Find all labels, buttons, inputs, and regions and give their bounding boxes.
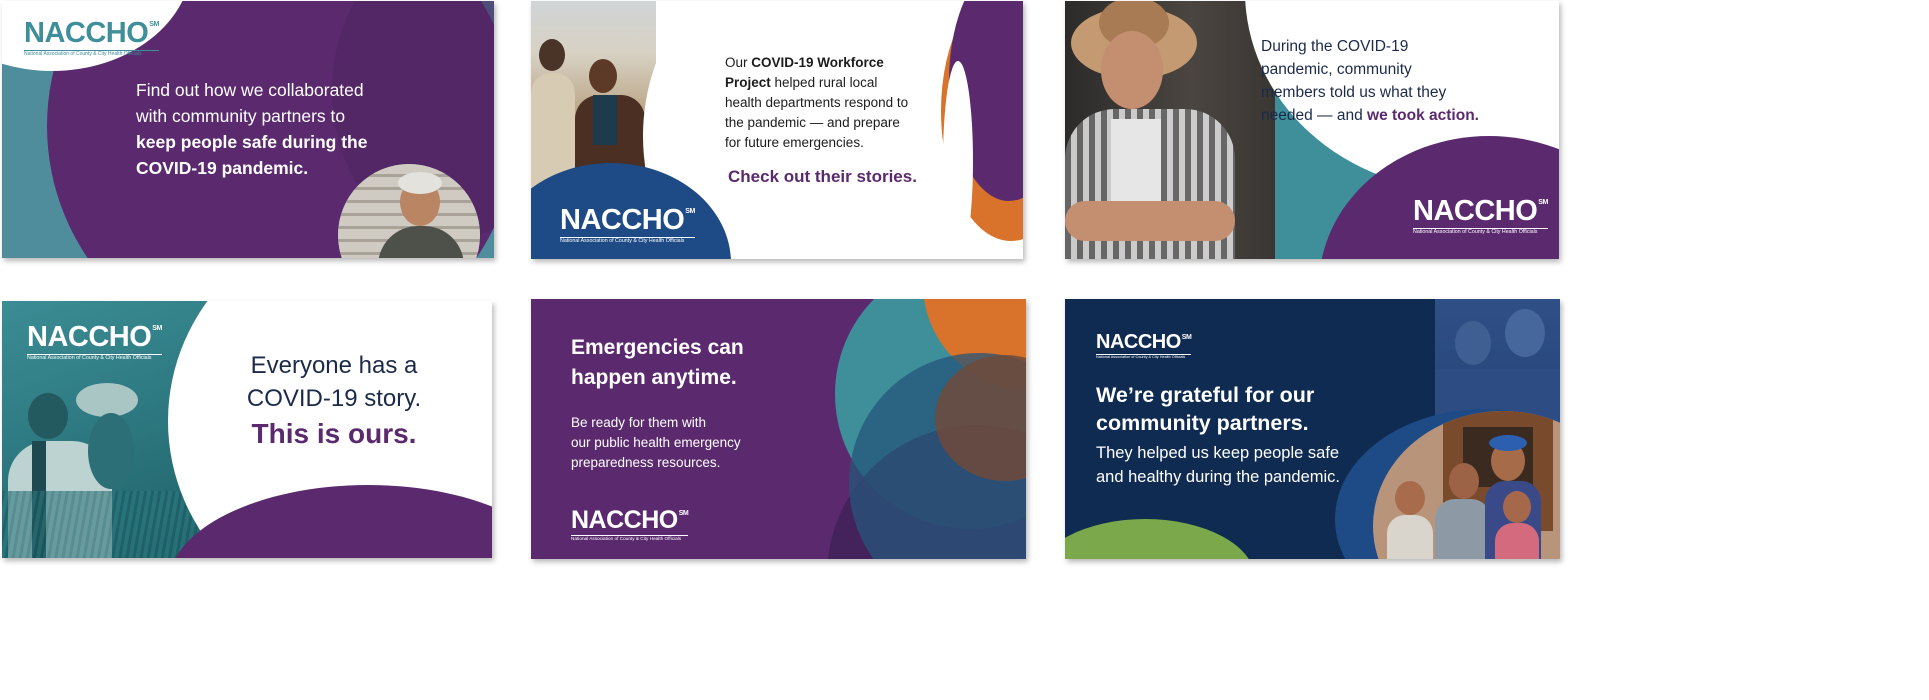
boy-body xyxy=(1387,515,1433,559)
crowd-head-2 xyxy=(1505,309,1545,357)
card-story xyxy=(2,301,492,558)
headline: Find out how we collaborated with community partners to keep people safe during the COVID-19 pandemic. xyxy=(136,80,368,178)
woman-body xyxy=(1435,499,1491,559)
woman-head xyxy=(1449,463,1479,499)
woman-head xyxy=(589,59,617,93)
crossed-arms xyxy=(1065,201,1235,241)
woman-scarf xyxy=(593,95,617,145)
card-collaborated xyxy=(2,1,494,258)
woman-photo xyxy=(338,164,480,258)
card-emergencies xyxy=(531,299,1026,559)
headline: Emergencies can happen anytime. xyxy=(571,336,744,389)
girl-body xyxy=(1495,523,1539,559)
naccho-logo: NACCHO℠ National Association of County & City Health Officials xyxy=(560,204,695,244)
girl-head xyxy=(1503,491,1531,523)
headscarf xyxy=(398,172,442,194)
green-corner xyxy=(1065,519,1255,559)
naccho-logo: NACCHO℠ National Association of County & City Health Officials xyxy=(1413,195,1548,235)
white-right-cut xyxy=(943,61,973,259)
crowd-head-1 xyxy=(1455,321,1491,365)
card-took-action xyxy=(1065,1,1559,259)
white-tshirt xyxy=(1111,119,1161,209)
body-copy: Be ready for them with our public health emergency preparedness resources. xyxy=(571,415,741,470)
card-workforce xyxy=(531,1,1023,259)
grandpa-head xyxy=(28,393,68,439)
headline: We’re grateful for our community partners. xyxy=(1096,383,1315,435)
body-copy: During the COVID-19 pandemic, community members told us what they needed — and we took action. xyxy=(1261,38,1479,124)
boy-head xyxy=(1395,481,1425,515)
naccho-logo: NACCHO℠ National Association of County & City Health Officials xyxy=(1096,331,1192,359)
headline: Everyone has a COVID-19 story. This is ours. xyxy=(246,352,422,449)
naccho-logo: NACCHO℠ National Association of County & City Health Officials xyxy=(571,506,689,541)
body-copy: They helped us keep people safe and healthy during the pandemic. xyxy=(1096,444,1341,486)
farmer-photo xyxy=(1065,1,1275,259)
naccho-logo: NACCHO℠ National Association of County & City Health Officials xyxy=(24,17,159,57)
body-copy: Our COVID-19 Workforce Project helped rural local health departments respond to the pandemic — and prepare for future emergencies. xyxy=(725,55,909,150)
child-body xyxy=(88,413,134,489)
cta-text: Check out their stories. xyxy=(728,167,917,186)
blue-cap xyxy=(1489,435,1527,451)
farmer-face xyxy=(1101,31,1163,109)
child-hat xyxy=(76,383,138,417)
naccho-logo: NACCHO℠ National Association of County & City Health Officials xyxy=(27,321,162,361)
man-head xyxy=(539,39,565,71)
card-grateful xyxy=(1065,299,1560,559)
